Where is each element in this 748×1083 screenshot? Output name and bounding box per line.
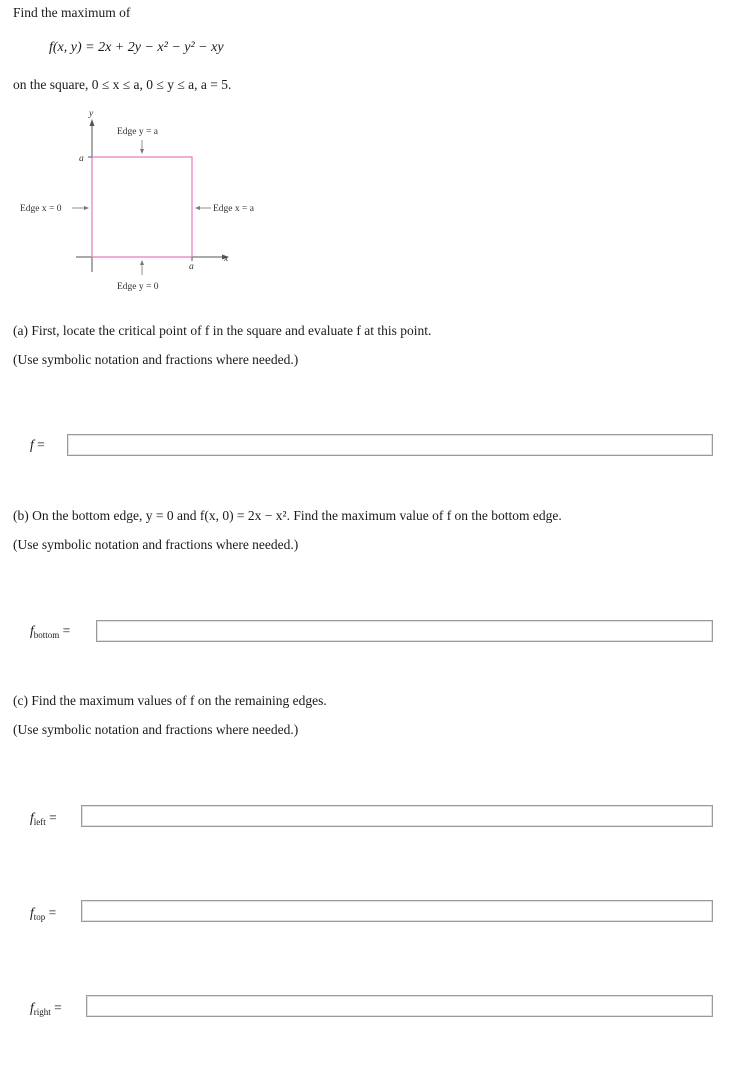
f-right-label: $f_{right}$ = [30, 1000, 62, 1017]
part-b-answer-label: $f_{bottom}$ = [30, 623, 71, 640]
f-top-label: $f_{top}$ = [30, 905, 57, 922]
part-b-note: (Use symbolic notation and fractions where needed.) [13, 537, 299, 552]
square-region [92, 157, 192, 257]
f-left-input[interactable] [81, 805, 713, 827]
edge-left-label: Edge x = 0 [20, 204, 62, 214]
edge-bottom-label: Edge y = 0 [117, 282, 159, 292]
f-right-input[interactable] [86, 995, 713, 1017]
intro-text: Find the maximum of [13, 5, 131, 20]
a-tick-y-label: a [79, 154, 84, 164]
part-a-note: (Use symbolic notation and fractions where needed.) [13, 352, 299, 367]
part-c-question: (c) Find the maximum values of f on the remaining edges. [13, 693, 327, 708]
function-formula: f(x, y) = 2x + 2y − x² − y² − xy [49, 40, 224, 55]
part-a-answer-input[interactable] [67, 434, 713, 456]
y-axis-label: y [89, 109, 94, 119]
square-diagram [0, 100, 300, 300]
edge-right-label: Edge x = a [213, 204, 254, 214]
domain-text: on the square, 0 ≤ x ≤ a, 0 ≤ y ≤ a, a = 5. [13, 77, 232, 92]
part-a-question: (a) First, locate the critical point of f in the square and evaluate f at this point. [13, 323, 432, 338]
x-axis-label: x [224, 254, 229, 264]
part-c-note: (Use symbolic notation and fractions where needed.) [13, 722, 299, 737]
y-axis-arrow [90, 119, 95, 126]
f-left-label: $f_{left}$ = [30, 810, 57, 827]
edge-top-label: Edge y = a [117, 127, 158, 137]
f-top-input[interactable] [81, 900, 713, 922]
part-b-question: (b) On the bottom edge, y = 0 and f(x, 0) = 2x − x². Find the maximum value of f on the bottom edge. [13, 508, 562, 523]
part-b-answer-input[interactable] [96, 620, 713, 642]
part-a-answer-label: f = [30, 437, 45, 452]
a-tick-x-label: a [189, 262, 194, 272]
